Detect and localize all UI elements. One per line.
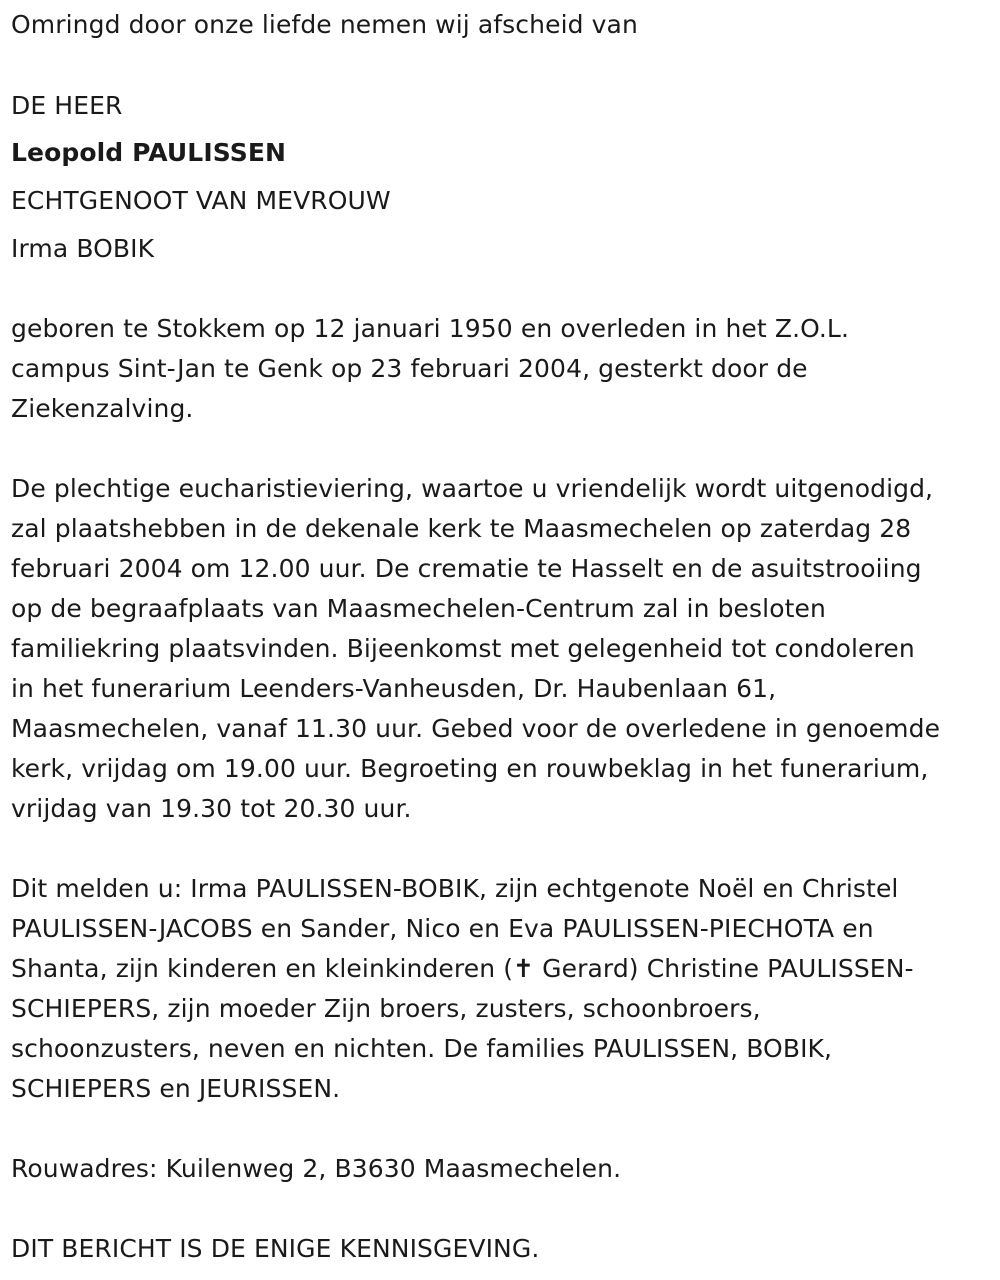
paragraph-line: kerk, vrijdag om 19.00 uur. Begroeting en rouwbeklag in het funerarium, — [11, 754, 929, 783]
intro-text: Omringd door onze liefde nemen wij afscheid van — [11, 10, 638, 39]
paragraph-line: SCHIEPERS en JEURISSEN. — [11, 1074, 341, 1103]
spouse-label: ECHTGENOOT VAN MEVROUW — [11, 186, 391, 215]
paragraph-line: zal plaatshebben in de dekenale kerk te Maasmechelen op zaterdag 28 — [11, 514, 912, 543]
paragraph-line: Shanta, zijn kinderen en kleinkinderen (✝ Gerard) Christine PAULISSEN- — [11, 954, 914, 983]
paragraph-line: De plechtige eucharistieviering, waartoe u vriendelijk wordt uitgenodigd, — [11, 474, 934, 503]
title-prefix: DE HEER — [11, 91, 123, 120]
mourning-address — [11, 1149, 996, 1189]
paragraph-line: Ziekenzalving. — [11, 394, 194, 423]
family-paragraph — [11, 869, 996, 1109]
deceased-name: Leopold PAULISSEN — [11, 138, 287, 167]
paragraph-line: schoonzusters, neven en nichten. De families PAULISSEN, BOBIK, — [11, 1034, 833, 1063]
ceremony-paragraph — [11, 469, 996, 829]
paragraph-line: familiekring plaatsvinden. Bijeenkomst met gelegenheid tot condoleren — [11, 634, 915, 663]
closing-text: DIT BERICHT IS DE ENIGE KENNISGEVING. — [11, 1234, 540, 1263]
paragraph-line: geboren te Stokkem op 12 januari 1950 en overleden in het Z.O.L. — [11, 314, 850, 343]
closing-notice — [11, 1229, 996, 1269]
paragraph-line: campus Sint-Jan te Genk op 23 februari 2004, gesterkt door de — [11, 354, 808, 383]
paragraph-line: vrijdag van 19.30 tot 20.30 uur. — [11, 794, 412, 823]
spouse-name: Irma BOBIK — [11, 234, 155, 263]
paragraph-line: februari 2004 om 12.00 uur. De crematie te Hasselt en de asuitstrooiing — [11, 554, 922, 583]
address-text: Rouwadres: Kuilenweg 2, B3630 Maasmechelen. — [11, 1154, 622, 1183]
paragraph-line: op de begraafplaats van Maasmechelen-Centrum zal in besloten — [11, 594, 826, 623]
paragraph-line: Maasmechelen, vanaf 11.30 uur. Gebed voor de overledene in genoemde — [11, 714, 941, 743]
paragraph-line: in het funerarium Leenders-Vanheusden, Dr. Haubenlaan 61, — [11, 674, 777, 703]
paragraph-line: PAULISSEN-JACOBS en Sander, Nico en Eva PAULISSEN-PIECHOTA en — [11, 914, 874, 943]
birth-death-paragraph — [11, 309, 996, 429]
paragraph-line: Dit melden u: Irma PAULISSEN-BOBIK, zijn echtgenote Noël en Christel — [11, 874, 899, 903]
paragraph-line: SCHIEPERS, zijn moeder Zijn broers, zusters, schoonbroers, — [11, 994, 761, 1023]
